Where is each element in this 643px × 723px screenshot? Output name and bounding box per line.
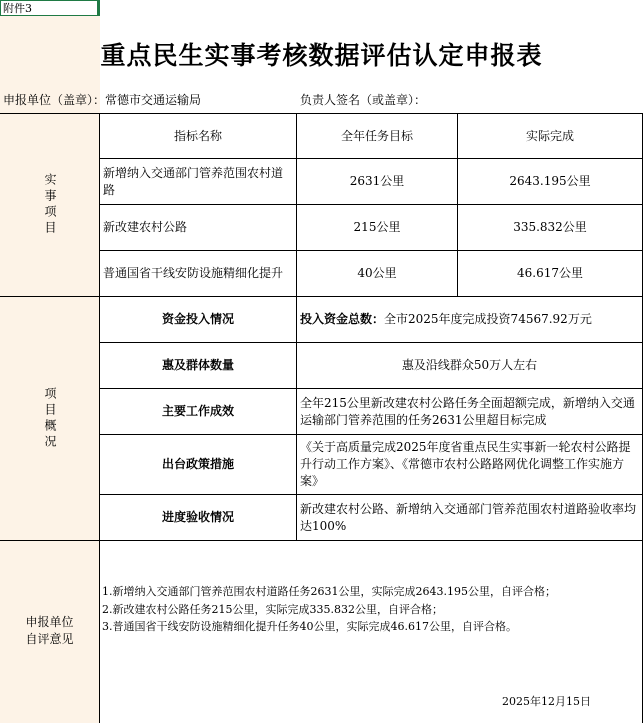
overview-key-results: 主要工作成效 (161, 404, 234, 418)
selected-cell-a1[interactable]: 附件3 (0, 0, 100, 16)
indicator-actual: 335.832公里 (513, 220, 587, 234)
section-label-projects: 实事项目 (43, 173, 57, 237)
indicator-target: 215公里 (353, 220, 401, 234)
overview-key-beneficiaries: 惠及群体数量 (161, 358, 234, 372)
column-header-indicator: 指标名称 (173, 128, 222, 143)
indicator-name: 新改建农村公路 (103, 220, 188, 234)
self-eval-line: 1.新增纳入交通部门管养范围农村道路任务2631公里，实际完成2643.195公里，自评合格； (102, 585, 556, 598)
page-title: 重点民生实事考核数据评估认定申报表 (100, 41, 543, 70)
self-eval-label-line2: 自评意见 (25, 632, 74, 646)
overview-key-acceptance: 进度验收情况 (161, 510, 234, 524)
indicator-actual: 46.617公里 (517, 266, 583, 280)
responsible-signature: 负责人签名（或盖章）： (300, 93, 427, 107)
indicator-actual: 2643.195公里 (509, 174, 591, 188)
indicator-name: 普通国省干线安防设施精细化提升 (103, 266, 284, 280)
column-header-target: 全年任务目标 (340, 128, 413, 143)
self-eval-line: 2.新改建农村公路任务215公里，实际完成335.832公里，自评合格； (102, 602, 443, 616)
self-evaluation-text (102, 583, 556, 636)
overview-key-policies: 出台政策措施 (161, 457, 234, 471)
funding-total-value: 全市2025年度完成投资74567.92万元 (384, 312, 592, 326)
overview-value-policies: 《关于高质量完成2025年度省重点民生实事新一轮农村公路提升行动工作方案》、《常德市农村公路路网优化调整工作实施方案》 (300, 440, 631, 488)
overview-value-funding (297, 297, 642, 342)
reporting-unit: 申报单位（盖章）：常德市交通运输局 (3, 93, 202, 107)
section-label-overview: 项目概况 (43, 386, 57, 451)
column-header-actual: 实际完成 (525, 128, 574, 143)
self-eval-line: 3.普通国省干线安防设施精细化提升任务40公里，实际完成46.617公里，自评合格。 (102, 620, 517, 633)
overview-key-funding: 资金投入情况 (161, 312, 234, 326)
indicator-target: 2631公里 (349, 174, 405, 188)
overview-value-acceptance: 新改建农村公路、新增纳入交通部门管养范围农村道路验收率均达100% (300, 501, 637, 533)
indicator-name: 新增纳入交通部门管养范围农村道路 (103, 165, 284, 197)
overview-value-results: 全年215公里新改建农村公路任务全面超额完成，新增纳入交通运输部门管养范围的任务2631公里超目标完成 (300, 395, 635, 427)
report-date: 2025年12月15日 (502, 695, 591, 708)
section-label-self-evaluation (0, 541, 99, 723)
indicator-target: 40公里 (357, 266, 397, 280)
funding-total-label: 投入资金总数： (300, 312, 385, 326)
overview-value-beneficiaries: 惠及沿线群众50万人左右 (401, 358, 538, 372)
self-eval-label-line1: 申报单位 (25, 615, 74, 629)
